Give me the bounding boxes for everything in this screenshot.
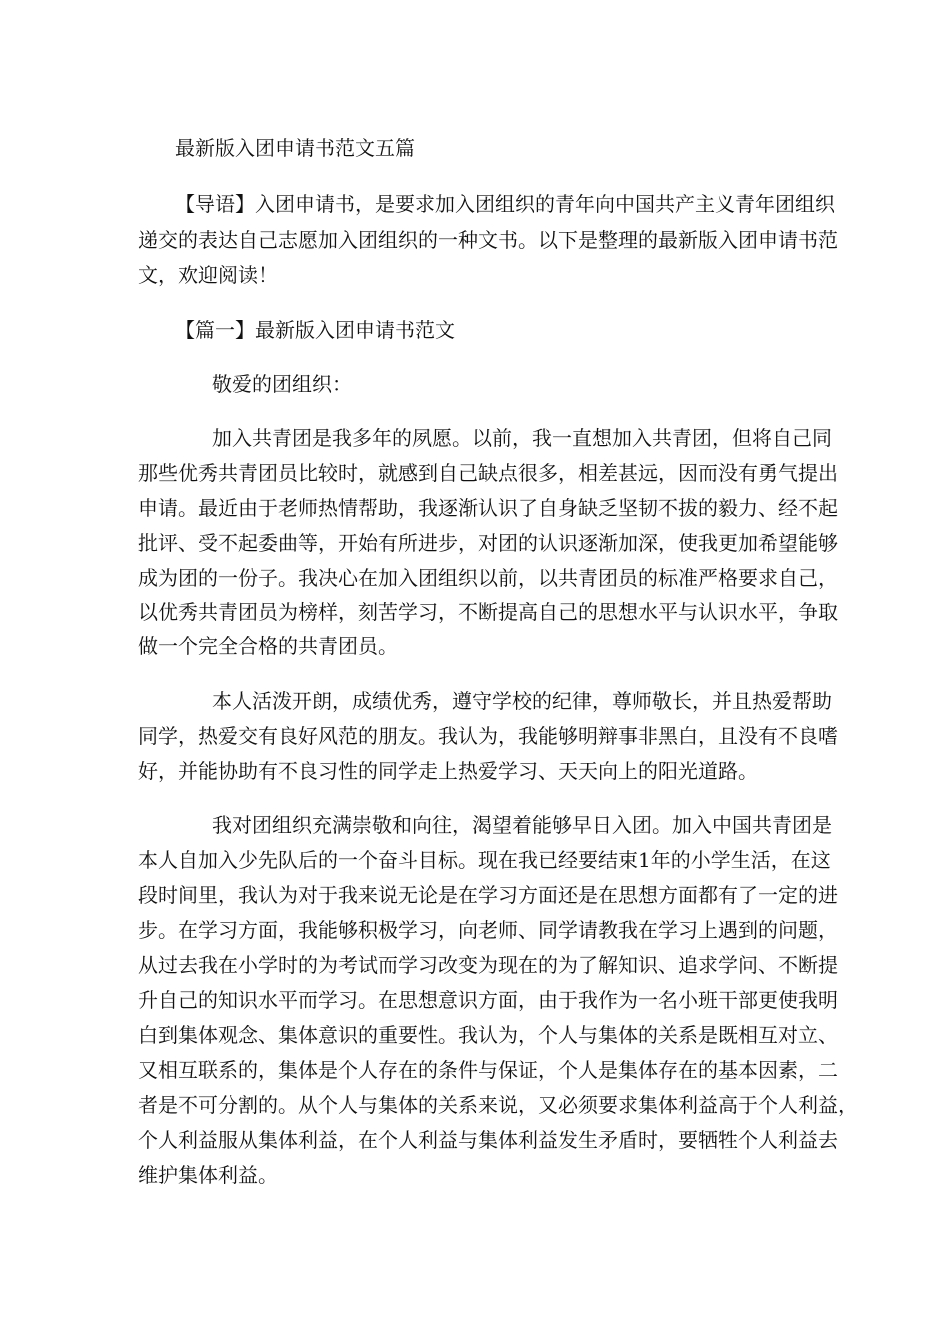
section-heading: 【篇一】最新版入团申请书范文 xyxy=(175,318,455,342)
document-title: 最新版入团申请书范文五篇 xyxy=(175,136,415,160)
salutation: 敬爱的团组织： xyxy=(212,372,352,396)
paragraph-line: 本人自加入少先队后的一个奋斗目标。现在我已经要结束1年的小学生活，在这 xyxy=(138,848,831,872)
paragraph-line: 批评、受不起委曲等，开始有所进步，对团的认识逐渐加深，使我更加希望能够 xyxy=(138,531,838,555)
paragraph-line: 那些优秀共青团员比较时，就感到自己缺点很多，相差甚远，因而没有勇气提出 xyxy=(138,461,838,485)
paragraph-line: 者是不可分割的。从个人与集体的关系来说，又必须要求集体利益高于个人利益， xyxy=(138,1093,858,1117)
paragraph-line: 我对团组织充满崇敬和向往，渴望着能够早日入团。加入中国共青团是 xyxy=(212,813,832,837)
paragraph-line: 步。在学习方面，我能够积极学习，向老师、同学请教我在学习上遇到的问题， xyxy=(138,918,838,942)
paragraph-line: 维护集体利益。 xyxy=(138,1163,278,1187)
paragraph-line: 白到集体观念、集体意识的重要性。我认为，个人与集体的关系是既相互对立、 xyxy=(138,1023,838,1047)
paragraph-line: 好，并能协助有不良习性的同学走上热爱学习、天天向上的阳光道路。 xyxy=(138,759,758,783)
paragraph-line: 同学，热爱交有良好风范的朋友。我认为，我能够明辩事非黑白，且没有不良嗜 xyxy=(138,724,838,748)
intro-line: 文，欢迎阅读！ xyxy=(138,263,278,287)
intro-line: 递交的表达自己志愿加入团组织的一种文书。以下是整理的最新版入团申请书范 xyxy=(138,228,838,252)
paragraph-line: 又相互联系的，集体是个人存在的条件与保证，个人是集体存在的基本因素，二 xyxy=(138,1058,838,1082)
paragraph-line: 申请。最近由于老师热情帮助，我逐渐认识了自身缺乏坚韧不拔的毅力、经不起 xyxy=(138,496,838,520)
paragraph-line: 本人活泼开朗，成绩优秀，遵守学校的纪律，尊师敬长，并且热爱帮助 xyxy=(212,689,832,713)
paragraph-line: 以优秀共青团员为榜样，刻苦学习，不断提高自己的思想水平与认识水平，争取 xyxy=(138,600,838,624)
paragraph-line: 升自己的知识水平而学习。在思想意识方面，由于我作为一名小班干部更使我明 xyxy=(138,988,838,1012)
paragraph-line: 加入共青团是我多年的夙愿。以前，我一直想加入共青团，但将自己同 xyxy=(212,426,832,450)
paragraph-line: 段时间里，我认为对于我来说无论是在学习方面还是在思想方面都有了一定的进 xyxy=(138,883,838,907)
paragraph-line: 从过去我在小学时的为考试而学习改变为现在的为了解知识、追求学问、不断提 xyxy=(138,953,838,977)
paragraph-line: 做一个完全合格的共青团员。 xyxy=(138,634,398,658)
paragraph-line: 成为团的一份子。我决心在加入团组织以前，以共青团员的标准严格要求自己， xyxy=(138,566,838,590)
intro-line: 【导语】入团申请书，是要求加入团组织的青年向中国共产主义青年团组织 xyxy=(175,192,835,216)
paragraph-line: 个人利益服从集体利益，在个人利益与集体利益发生矛盾时，要牺牲个人利益去 xyxy=(138,1128,838,1152)
